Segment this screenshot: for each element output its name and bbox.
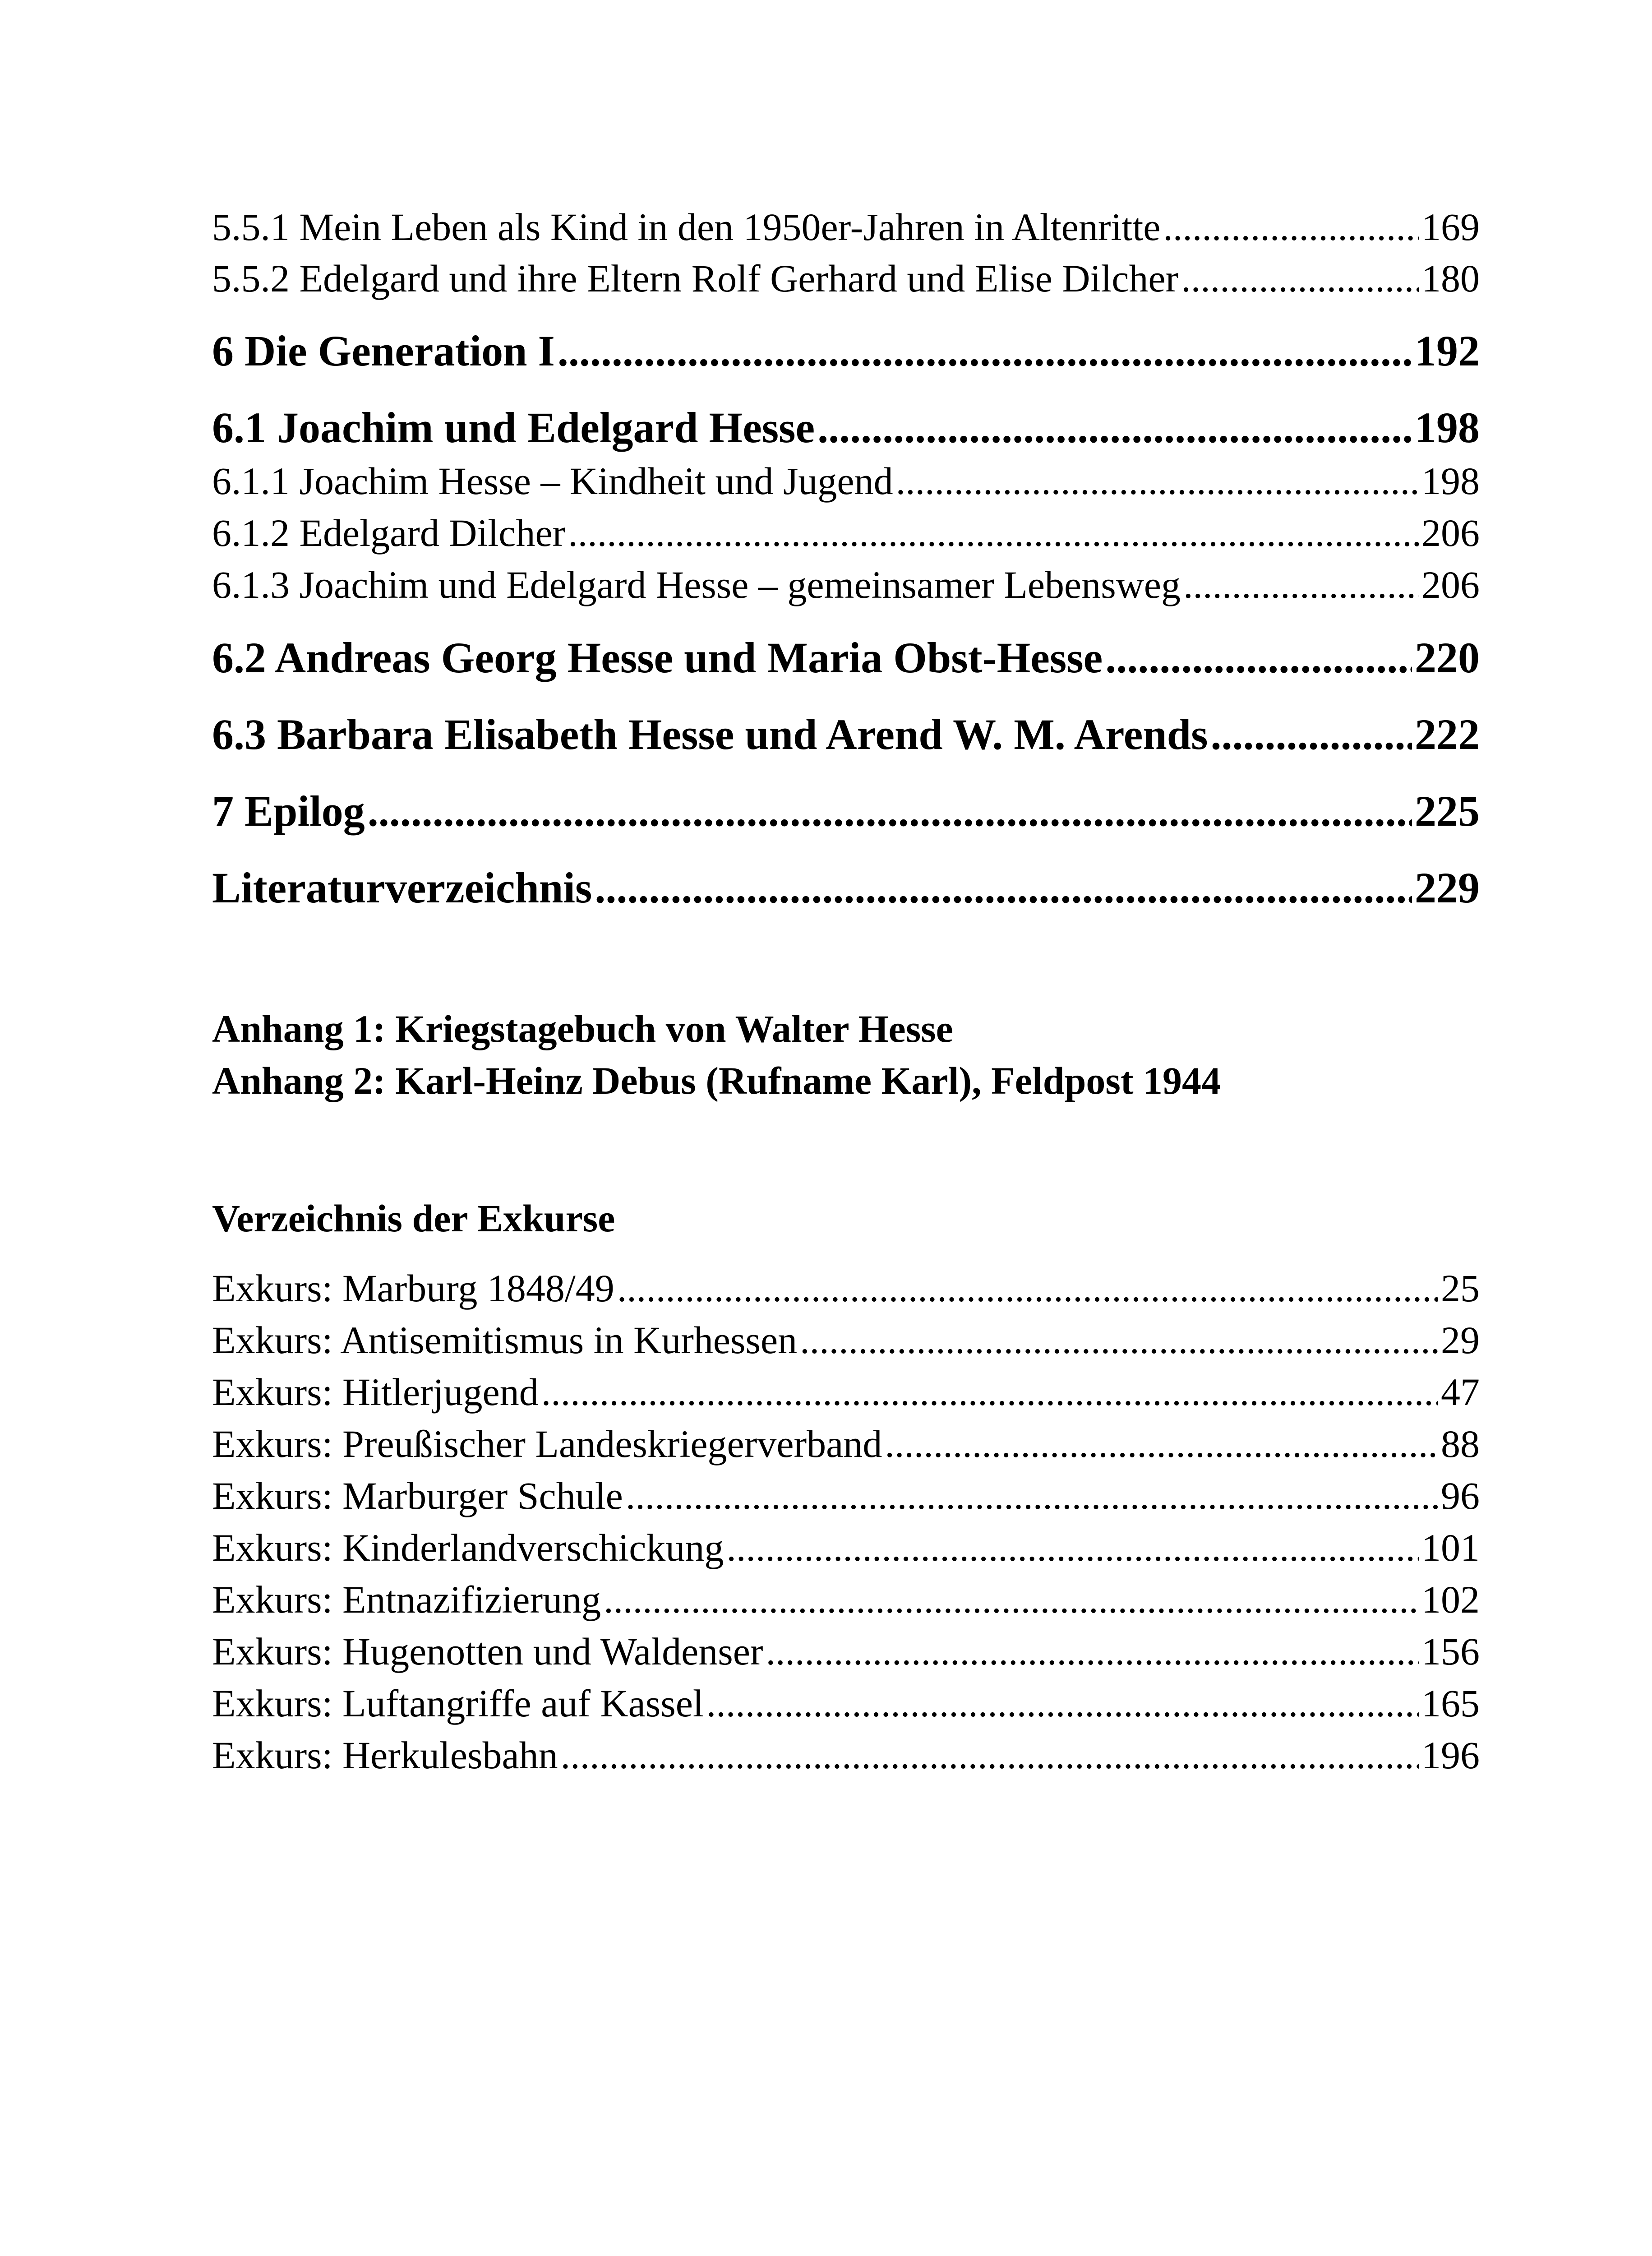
excursion-title: Exkurs: Hitlerjugend [212, 1370, 539, 1414]
excursion-entry[interactable] [212, 1263, 1480, 1313]
toc-entry-title: 6.1.3 Joachim und Edelgard Hesse – gemeinsamer Lebensweg [212, 563, 1181, 606]
toc-leader-dots [595, 860, 1412, 916]
toc-entry-6-1[interactable] [212, 400, 1480, 456]
toc-leader-dots [568, 508, 1419, 558]
excursion-page: 47 [1441, 1370, 1480, 1414]
toc-entry-page: 169 [1421, 205, 1480, 249]
toc-entry-title: 6.1.2 Edelgard Dilcher [212, 511, 566, 555]
excursion-page: 156 [1421, 1630, 1480, 1673]
toc-entry-title: 6.2 Andreas Georg Hesse und Maria Obst-Hesse [212, 633, 1103, 682]
excursion-title: Exkurs: Marburger Schule [212, 1474, 623, 1517]
excursion-page: 101 [1421, 1526, 1480, 1569]
toc-entry-title: 6 Die Generation I [212, 327, 555, 375]
toc-entry-6-1-1[interactable] [212, 456, 1480, 506]
excursion-entry[interactable] [212, 1575, 1480, 1624]
toc-leader-dots [766, 1627, 1419, 1676]
excursion-title: Exkurs: Hugenotten und Waldenser [212, 1630, 763, 1673]
excursion-title: Exkurs: Luftangriffe auf Kassel [212, 1682, 704, 1725]
excursion-title: Exkurs: Kinderlandverschickung [212, 1526, 724, 1569]
excursion-page: 96 [1441, 1474, 1480, 1517]
toc-entry-title: 6.1 Joachim und Edelgard Hesse [212, 403, 815, 452]
toc-leader-dots [1211, 707, 1412, 763]
toc-leader-dots [817, 400, 1412, 456]
toc-entry-page: 192 [1415, 327, 1480, 375]
toc-entry-page: 206 [1421, 511, 1480, 555]
toc-leader-dots [726, 1523, 1419, 1572]
toc-leader-dots [626, 1471, 1438, 1521]
excursion-entry[interactable] [212, 1367, 1480, 1417]
toc-entry-page: 206 [1421, 563, 1480, 606]
excursion-page: 25 [1441, 1267, 1480, 1310]
excursion-entry[interactable] [212, 1730, 1480, 1780]
excursion-page: 29 [1441, 1318, 1480, 1362]
toc-leader-dots [800, 1315, 1438, 1365]
excursion-title: Exkurs: Antisemitismus in Kurhessen [212, 1318, 798, 1362]
excursion-title: Exkurs: Herkulesbahn [212, 1734, 558, 1777]
toc-entry-5-5-1[interactable] [212, 202, 1480, 252]
toc-leader-dots [368, 783, 1412, 839]
excursion-title: Exkurs: Marburg 1848/49 [212, 1267, 614, 1310]
excursion-entry[interactable] [212, 1471, 1480, 1521]
excursion-entry[interactable] [212, 1678, 1480, 1728]
excursion-entry[interactable] [212, 1627, 1480, 1676]
toc-leader-dots [561, 1730, 1419, 1780]
toc-leader-dots [1163, 202, 1419, 252]
toc-entry-title: 7 Epilog [212, 787, 365, 835]
excursion-page: 88 [1441, 1422, 1480, 1465]
toc-leader-dots [1105, 630, 1412, 686]
toc-entry-6-1-2[interactable] [212, 508, 1480, 558]
toc-entry-title: Literaturverzeichnis [212, 864, 592, 912]
toc-entry-title: 6.3 Barbara Elisabeth Hesse und Arend W. M. Arends [212, 710, 1208, 758]
toc-leader-dots [1181, 254, 1419, 303]
toc-entry-page: 180 [1421, 257, 1480, 300]
toc-leader-dots [604, 1575, 1419, 1624]
toc-entry-page: 222 [1415, 710, 1480, 758]
appendix-1: Anhang 1: Kriegstagebuch von Walter Hesse [212, 1007, 953, 1050]
toc-leader-dots [896, 456, 1419, 506]
toc-entry-6[interactable] [212, 323, 1480, 379]
excursion-page: 196 [1421, 1734, 1480, 1777]
excursion-title: Exkurs: Entnazifizierung [212, 1578, 601, 1621]
excursion-entry[interactable] [212, 1419, 1480, 1469]
excursion-entry[interactable] [212, 1523, 1480, 1572]
toc-leader-dots [706, 1678, 1419, 1728]
toc-entry-page: 198 [1415, 403, 1480, 452]
toc-entry-6-2[interactable] [212, 630, 1480, 686]
appendix-2: Anhang 2: Karl-Heinz Debus (Rufname Karl), Feldpost 1944 [212, 1059, 1221, 1102]
toc-entry-page: 229 [1415, 864, 1480, 912]
toc-leader-dots [885, 1419, 1438, 1469]
toc-entry-7[interactable] [212, 783, 1480, 839]
excursion-entry[interactable] [212, 1315, 1480, 1365]
toc-entry-page: 225 [1415, 787, 1480, 835]
excursion-page: 102 [1421, 1578, 1480, 1621]
excursions-heading: Verzeichnis der Exkurse [212, 1197, 615, 1240]
toc-entry-page: 220 [1415, 633, 1480, 682]
toc-leader-dots [1183, 560, 1419, 610]
toc-leader-dots [541, 1367, 1438, 1417]
excursion-page: 165 [1421, 1682, 1480, 1725]
toc-entry-title: 6.1.1 Joachim Hesse – Kindheit und Jugend [212, 459, 893, 503]
toc-entry-6-1-3[interactable] [212, 560, 1480, 610]
toc-entry-page: 198 [1421, 459, 1480, 503]
toc-entry-title: 5.5.2 Edelgard und ihre Eltern Rolf Gerhard und Elise Dilcher [212, 257, 1179, 300]
toc-leader-dots [558, 323, 1412, 379]
toc-entry-6-3[interactable] [212, 707, 1480, 763]
toc-entry-literaturverzeichnis[interactable] [212, 860, 1480, 916]
toc-leader-dots [617, 1263, 1438, 1313]
toc-entry-5-5-2[interactable] [212, 254, 1480, 303]
toc-entry-title: 5.5.1 Mein Leben als Kind in den 1950er-Jahren in Altenritte [212, 205, 1161, 249]
excursion-title: Exkurs: Preußischer Landeskriegerverband [212, 1422, 882, 1465]
